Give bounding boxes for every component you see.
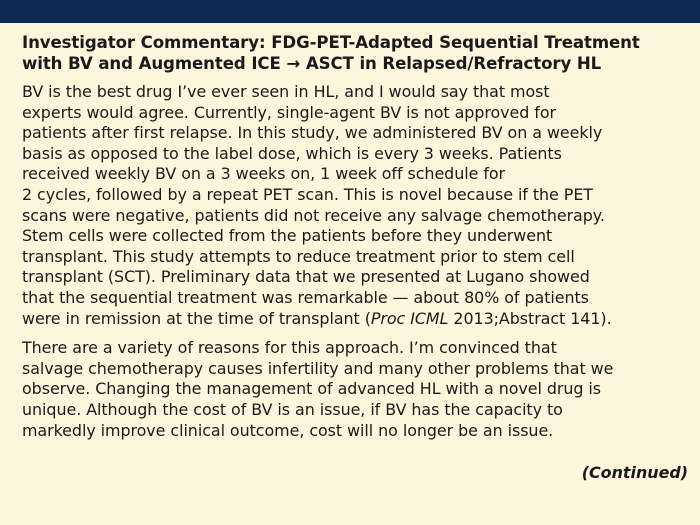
header-bar xyxy=(0,0,700,23)
citation-lead-text: were in remission at the time of transplant ( xyxy=(22,308,371,328)
paragraph-line: transplant. This study attempts to reduce treatment prior to stem cell xyxy=(22,246,575,266)
slide-content xyxy=(22,32,692,441)
paragraph-line: salvage chemotherapy causes infertility and many other problems that we xyxy=(22,358,614,378)
body-paragraph xyxy=(22,338,692,441)
paragraph-line: 2 cycles, followed by a repeat PET scan. This is novel because if the PET xyxy=(22,184,593,204)
paragraph-line: BV is the best drug I’ve ever seen in HL, and I would say that most xyxy=(22,82,550,101)
title-line: with BV and Augmented ICE → ASCT in Relapsed/Refractory HL xyxy=(22,54,602,73)
paragraph-line: received weekly BV on a 3 weeks on, 1 week off schedule for xyxy=(22,164,506,184)
paragraph-line: Stem cells were collected from the patients before they underwent xyxy=(22,226,553,246)
paragraph-line: There are a variety of reasons for this approach. I’m convinced that xyxy=(22,338,557,358)
citation-journal: Proc ICML xyxy=(370,308,449,328)
paragraph-line-with-citation xyxy=(22,309,692,330)
paragraph-line: unique. Although the cost of BV is an issue, if BV has the capacity to xyxy=(22,399,563,419)
paragraph-line: observe. Changing the management of advanced HL with a novel drug is xyxy=(22,379,602,399)
paragraph-line: that the sequential treatment was remarkable — about 80% of patients xyxy=(22,287,589,307)
paragraph-line: patients after first relapse. In this study, we administered BV on a weekly xyxy=(22,123,603,143)
citation-detail: 2013;Abstract 141). xyxy=(448,308,612,328)
paragraph-line: markedly improve clinical outcome, cost will no longer be an issue. xyxy=(22,420,554,440)
continued-label: (Continued) xyxy=(581,463,688,482)
body-paragraph xyxy=(22,82,692,329)
paragraph-line: scans were negative, patients did not receive any salvage chemotherapy. xyxy=(22,205,605,225)
slide-title xyxy=(22,32,692,74)
title-line: Investigator Commentary: FDG-PET-Adapted Sequential Treatment xyxy=(22,33,640,52)
paragraph-line: transplant (SCT). Preliminary data that we presented at Lugano showed xyxy=(22,267,590,287)
paragraph-line: basis as opposed to the label dose, which is every 3 weeks. Patients xyxy=(22,143,562,163)
paragraph-line: experts would agree. Currently, single-agent BV is not approved for xyxy=(22,102,556,122)
